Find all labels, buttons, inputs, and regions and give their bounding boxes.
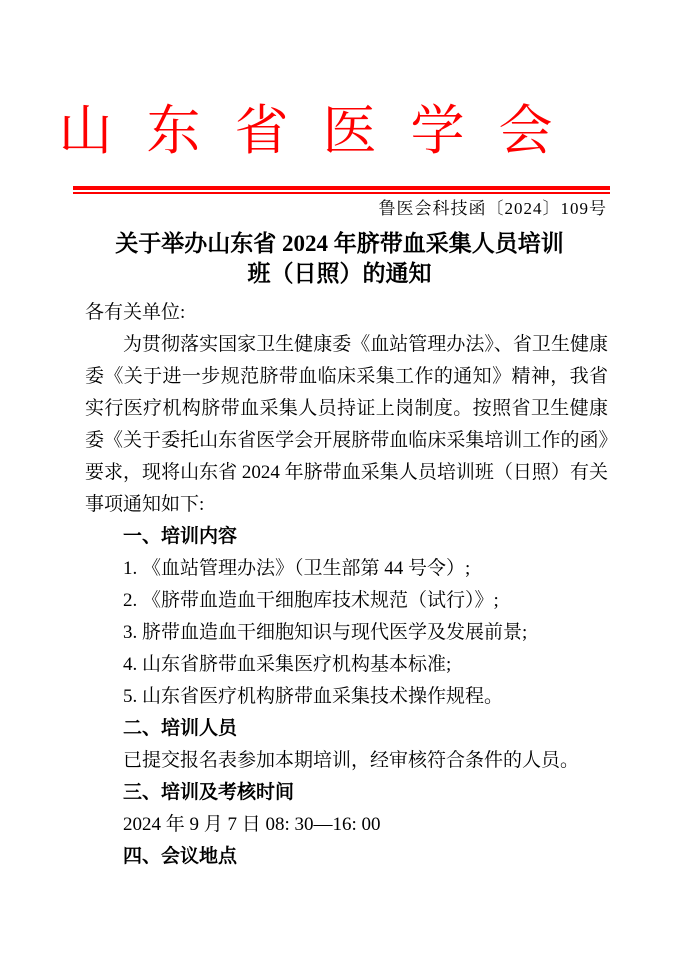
section-1-heading: 一、培训内容 — [123, 526, 238, 547]
section-3-text: 2024 年 9 月 7 日 08: 30—16: 00 — [123, 814, 381, 835]
intro-paragraph: 为贯彻落实国家卫生健康委《血站管理办法》、省卫生健康委《关于进一步规范脐带血临床采集工作的通知》精神，我省实行医疗机构脐带血采集人员持证上岗制度。按照省卫生健康委《关于委托山东省医学会开展脐带血临床采集培训工作的函》要求，现将山东省 2024 年脐带血采集人员培训班（日照）有关事项通知如下: — [85, 334, 608, 515]
red-double-rule — [73, 186, 610, 194]
notice-title — [0, 229, 679, 289]
section-2-heading: 二、培训人员 — [123, 718, 238, 739]
training-content-item-3: 3. 脐带血造血干细胞知识与现代医学及发展前景; — [123, 622, 528, 643]
section-3-heading: 三、培训及考核时间 — [123, 782, 295, 803]
training-content-item-5: 5. 山东省医疗机构脐带血采集技术操作规程。 — [123, 686, 504, 707]
section-4-heading: 四、会议地点 — [123, 846, 238, 867]
training-content-item-1: 1. 《血站管理办法》（卫生部第 44 号令）; — [123, 558, 471, 579]
doc-number: 鲁医会科技函〔2024〕109号 — [378, 199, 607, 218]
document-body — [85, 297, 608, 873]
notice-title-line1: 关于举办山东省 2024 年脐带血采集人员培训 — [115, 231, 564, 256]
notice-title-line2: 班（日照）的通知 — [247, 261, 432, 286]
training-content-item-2: 2. 《脐带血造血干细胞库技术规范（试行）》; — [123, 590, 499, 611]
red-rule-thin — [73, 192, 610, 194]
org-title-banner: 山东省医学会 — [58, 101, 587, 161]
section-2-text: 已提交报名表参加本期培训，经审核符合条件的人员。 — [123, 750, 580, 771]
salutation: 各有关单位: — [85, 302, 186, 323]
training-content-item-4: 4. 山东省脐带血采集医疗机构基本标准; — [123, 654, 452, 675]
